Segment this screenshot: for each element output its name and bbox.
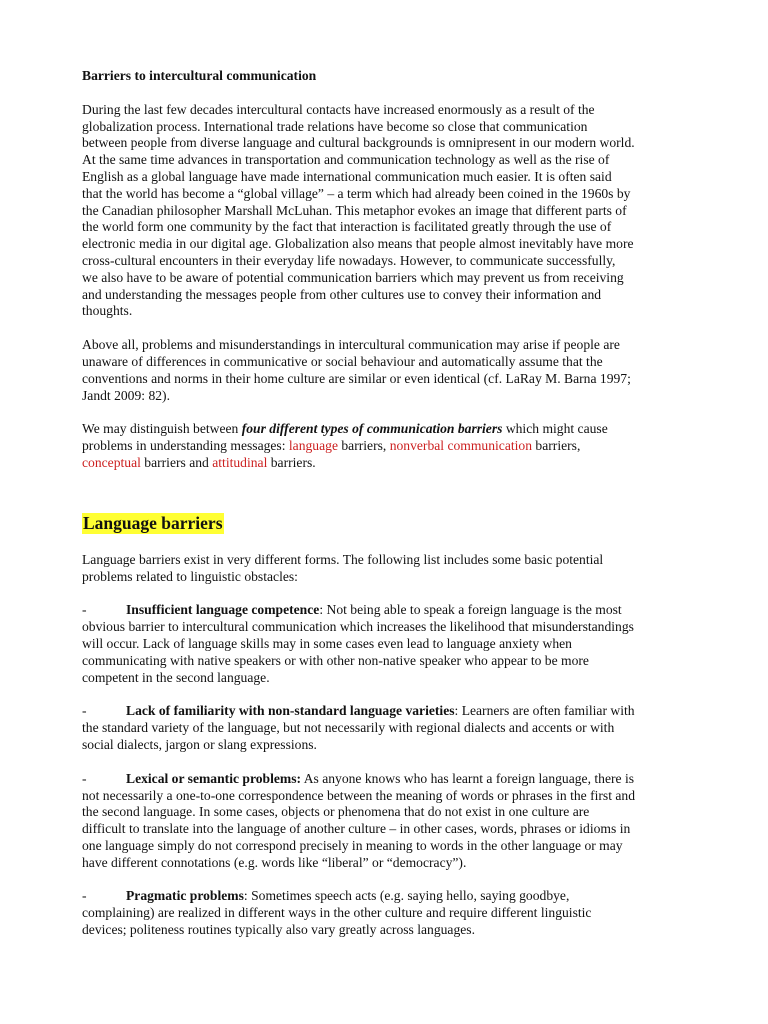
list-dash: -	[82, 770, 87, 786]
emphasis-four-types: four different types of communication barriers	[241, 421, 503, 437]
term-conceptual: conceptual	[82, 454, 141, 470]
list-item-pragmatic: - Pragmatic problems: Sometimes speech acts (e.g. saying hello, saying goodbye, complaining) are realized in different ways in the other culture and require different linguistic devices; politeness routines typically also vary greatly across languages.	[82, 888, 592, 938]
section-heading-language-barriers: Language barriers	[83, 512, 223, 533]
list-item-language-competence: - Insufficient language competence: Not being able to speak a foreign language is the most obvious barrier to intercultural communication which increases the likelihood that misunderstandings will occur. Lack of language skills may in some cases even lead to language anxiety when communicating with native speakers or with other non-native speaker who appear to be more competent in the second language.	[82, 602, 634, 685]
language-barriers-intro: Language barriers exist in very different forms. The following list includes some basic potential problems related to linguistic obstacles:	[82, 551, 604, 584]
list-dash: -	[82, 602, 87, 618]
document-page	[82, 68, 732, 956]
document-title: Barriers to intercultural communication	[82, 68, 317, 83]
list-dash: -	[82, 703, 87, 719]
list-item-lexical-semantic: - Lexical or semantic problems: As anyone knows who has learnt a foreign language, there is not necessarily a one-to-one correspondence between the meaning of words or phrases in the first and the second language. In some cases, objects or phenomena that do not exist in one culture are difficult to translate into the language of another culture – in other cases, words, phrases or idioms in one language simply do not correspond precisely in meaning to words in the other language or may have different connotations (e.g. words like “liberal” or “democracy”).	[82, 770, 635, 870]
term-nonverbal-communication: nonverbal communication	[389, 438, 533, 454]
term-language: language	[288, 438, 338, 454]
intro-paragraph: During the last few decades intercultural contacts have increased enormously as a result of the globalization process. International trade relations have become so close that communication between people from diverse language and cultural backgrounds is omnipresent in our modern world. At the same time advances in transportation and communication technology as well as the rise of English as a global language have made international communication much easier. It is often said that the world has become a “global village” – a term which had already been coined in the 1960s by the Canadian philosopher Marshall McLuhan. This metaphor evokes an image that different parts of the world form one community by the fact that interaction is facilitated greatly through the use of electronic media in our digital age. Globalization also means that people almost inevitably have more cross-cultural encounters in their everyday life nowadays. However, to communicate successfully, we also have to be aware of potential communication barriers which may prevent us from receiving and understanding the messages people from other cultures use to convey their information and thoughts.	[82, 101, 635, 319]
misunderstandings-paragraph: Above all, problems and misunderstandings in intercultural communication may arise if people are unaware of differences in communicative or social behaviour and automatically assume that the conventions and norms in their home culture are similar or even identical (cf. LaRay M. Barna 1997; Jandt 2009: 82).	[82, 337, 631, 403]
list-item-language-varieties: - Lack of familiarity with non-standard language varieties: Learners are often familiar with the standard variety of the language, but not necessarily with regional dialects and accents or with social dialects, jargon or slang expressions.	[82, 703, 635, 752]
term-attitudinal: attitudinal	[212, 454, 268, 470]
barrier-types-paragraph: We may distinguish between four different types of communication barriers which might cause problems in understanding messages: language barriers, nonverbal communication barriers, conceptual barriers and attitudinal barriers.	[82, 421, 608, 470]
list-dash: -	[82, 888, 87, 904]
